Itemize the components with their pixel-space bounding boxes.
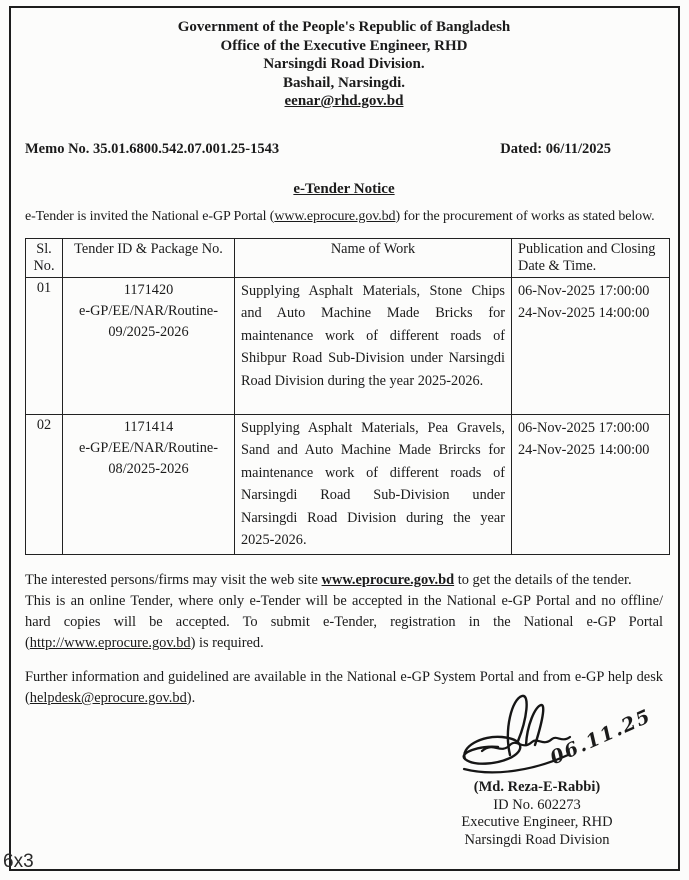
row2-closing-date: 24-Nov-2025 14:00:00 (518, 441, 650, 458)
intro-text-before: e-Tender is invited the National e-GP Portal ( (25, 208, 275, 224)
table-header-row (26, 238, 670, 277)
row1-publication-date: 06-Nov-2025 17:00:00 (518, 282, 650, 299)
column-header-name-of-work: Name of Work (235, 238, 512, 277)
intro-text-after: ) for the procurement of works as stated below. (395, 208, 655, 224)
row1-closing-date: 24-Nov-2025 14:00:00 (518, 304, 650, 321)
table-row (26, 414, 670, 555)
memo-date: Dated: 06/11/2025 (500, 140, 611, 157)
signature-block (412, 691, 662, 849)
row1-name-of-work: Supplying Asphalt Materials, Stone Chips and Auto Machine Made Bricks for maintenance work of different roads of Shibpur Road Sub-Division under Narsingdi Road Division during the year 2025-2026. (235, 277, 512, 414)
p1-text-before: The interested persons/firms may visit the web site (25, 572, 322, 589)
row2-publication-date: 06-Nov-2025 17:00:00 (518, 419, 650, 436)
print-size-label: 6x3 (3, 851, 34, 872)
letterhead (25, 18, 663, 111)
letterhead-division-line: Narsingdi Road Division. (263, 56, 425, 72)
column-header-publication-closing: Publication and Closing Date & Time. (512, 238, 670, 277)
letterhead-government-line: Government of the People's Republic of Bangladesh (177, 19, 511, 35)
signatory-name: (Md. Reza-E-Rabbi) (473, 779, 601, 795)
online-tender-paragraph (25, 591, 663, 654)
p2-eprocure-link[interactable]: http://www.eprocure.gov.bd (29, 635, 191, 652)
signatory-id: ID No. 602273 (493, 796, 581, 813)
row1-publication-closing (512, 277, 670, 414)
row1-sl-no: 01 (26, 277, 63, 414)
handwritten-date: 06.11.25 (547, 704, 656, 770)
row2-sl-no: 02 (26, 414, 63, 555)
eprocure-portal-link[interactable]: www.eprocure.gov.bd (274, 208, 396, 224)
row2-tender-id: 1171414 (123, 418, 174, 435)
helpdesk-email-link[interactable]: helpdesk@eprocure.gov.bd (29, 690, 187, 707)
letterhead-office-line: Office of the Executive Engineer, RHD (220, 37, 468, 54)
signatory-division: Narsingdi Road Division (464, 831, 610, 848)
p2-text-after: ) is required. (190, 635, 264, 652)
p3-text-before: Further information and guidelined are available in the National e-GP System Portal and from e-GP help desk ( (25, 669, 663, 707)
p1-text-after: to get the details of the tender. (454, 572, 632, 589)
row1-package-no: e-GP/EE/NAR/Routine-09/2025-2026 (79, 302, 218, 340)
signatory-title: Executive Engineer, RHD (461, 814, 613, 830)
p2-text-before: This is an online Tender, where only e-Tender will be accepted in the National e-GP Portal and no offline/ hard copies will be accepted. To submit e-Tender, registration in the National e-GP Portal ( (25, 593, 663, 652)
intro-line (25, 209, 663, 225)
column-header-tender-id: Tender ID & Package No. (63, 238, 235, 277)
signature-area (412, 691, 662, 779)
row2-tender-id-package (63, 414, 235, 555)
row1-tender-id: 1171420 (123, 281, 174, 298)
column-header-sl-no: Sl. No. (26, 238, 63, 277)
table-row (26, 277, 670, 414)
letterhead-address-line: Bashail, Narsingdi. (282, 74, 406, 91)
row2-package-no: e-GP/EE/NAR/Routine-08/2025-2026 (79, 439, 218, 477)
row1-tender-id-package (63, 277, 235, 414)
page-border-frame (9, 6, 680, 871)
visit-website-paragraph (25, 570, 663, 591)
p1-eprocure-link[interactable]: www.eprocure.gov.bd (321, 572, 455, 589)
memo-number: Memo No. 35.01.6800.542.07.001.25-1543 (25, 140, 280, 157)
letterhead-email-link[interactable]: eenar@rhd.gov.bd (284, 93, 404, 109)
row2-name-of-work: Supplying Asphalt Materials, Pea Gravels, Sand and Auto Machine Made Brircks for maintenance work of different roads of Narsingdi Road Sub-Division under Narsingdi Road Division during the year 2025-2026. (235, 414, 512, 555)
p3-text-after: ). (186, 690, 196, 707)
row2-publication-closing (512, 414, 670, 555)
handwritten-signature-icon (440, 691, 590, 779)
tender-table (25, 238, 670, 556)
notes-block (25, 570, 663, 709)
notice-title: e-Tender Notice (293, 180, 395, 197)
memo-row (25, 141, 663, 158)
